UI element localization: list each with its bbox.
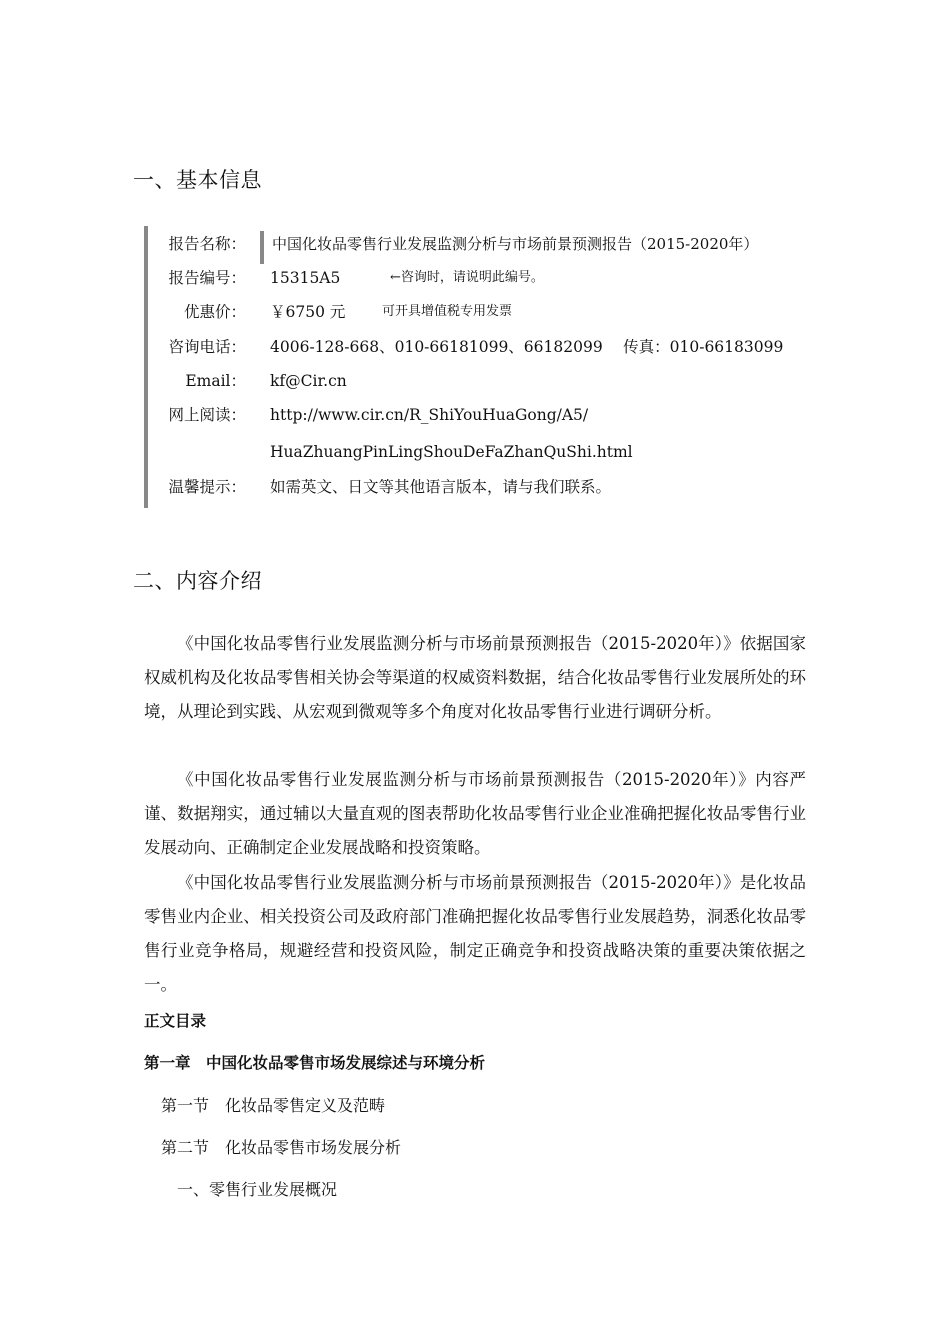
toc-item-1[interactable]: 一、零售行业发展概况 — [177, 1180, 338, 1199]
toc-chapter-1[interactable]: 第一章 中国化妆品零售市场发展综述与环境分析 — [144, 1054, 486, 1072]
intro-paragraph-2: 《中国化妆品零售行业发展监测分析与市场前景预测报告（2015-2020年）》内容严谨、数据翔实，通过辅以大量直观的图表帮助化妆品零售行业企业准确把握化妆品零售行业发展动向、正确制定企业发展战略和投资策略。 — [144, 770, 806, 857]
report-id-value: 15315A5 — [270, 269, 341, 287]
report-name-label: 报告名称： — [168, 235, 246, 253]
toc-title: 正文目录 — [144, 1012, 207, 1030]
report-name-value: 中国化妆品零售行业发展监测分析与市场前景预测报告（2015-2020年） — [272, 235, 759, 253]
toc-section-1[interactable]: 第一节 化妆品零售定义及范畴 — [161, 1096, 386, 1115]
info-row-email — [148, 366, 828, 396]
price-note: 可开具增值税专用发票 — [382, 304, 513, 319]
info-box — [144, 226, 828, 508]
online-label: 网上阅读： — [168, 406, 246, 424]
info-row-online-cont — [148, 437, 828, 467]
info-row-online — [148, 400, 828, 430]
tip-label: 温馨提示： — [168, 478, 246, 496]
info-row-report-name — [148, 229, 828, 259]
email-value[interactable]: kf@Cir.cn — [270, 372, 347, 390]
price-label: 优惠价： — [183, 303, 246, 321]
online-url-line1[interactable]: http://www.cir.cn/R_ShiYouHuaGong/A5/ — [270, 406, 589, 424]
phone-label: 咨询电话： — [168, 338, 246, 356]
intro-paragraph-3: 《中国化妆品零售行业发展监测分析与市场前景预测报告（2015-2020年）》是化妆品零售业内企业、相关投资公司及政府部门准确把握化妆品零售行业发展趋势，洞悉化妆品零售行业竞争格局，规避经营和投资风险，制定正确竞争和投资战略决策的重要决策依据之一。 — [144, 873, 806, 994]
section-title-content-intro: 二、内容介绍 — [133, 569, 262, 593]
report-id-label: 报告编号： — [168, 269, 246, 287]
toc-section-2[interactable]: 第二节 化妆品零售市场发展分析 — [161, 1138, 402, 1157]
info-row-tip — [148, 472, 828, 502]
info-row-phone — [148, 332, 828, 362]
info-row-report-id — [148, 263, 828, 293]
price-value: ￥6750 元 — [270, 303, 346, 321]
tip-value: 如需英文、日文等其他语言版本，请与我们联系。 — [270, 478, 612, 496]
section-title-basic-info: 一、基本信息 — [133, 168, 262, 192]
info-row-price — [148, 297, 828, 327]
email-label: Email： — [185, 372, 246, 390]
online-url-line2[interactable]: HuaZhuangPinLingShouDeFaZhanQuShi.html — [270, 443, 633, 461]
phone-value: 4006-128-668、010-66181099、66182099 传真：010-66183099 — [270, 338, 784, 356]
value-divider — [260, 231, 264, 264]
intro-paragraph-1: 《中国化妆品零售行业发展监测分析与市场前景预测报告（2015-2020年）》依据国家权威机构及化妆品零售相关协会等渠道的权威资料数据，结合化妆品零售行业发展所处的环境，从理论到实践、从宏观到微观等多个角度对化妆品零售行业进行调研分析。 — [144, 634, 806, 721]
report-id-note: ←咨询时，请说明此编号。 — [390, 270, 544, 285]
